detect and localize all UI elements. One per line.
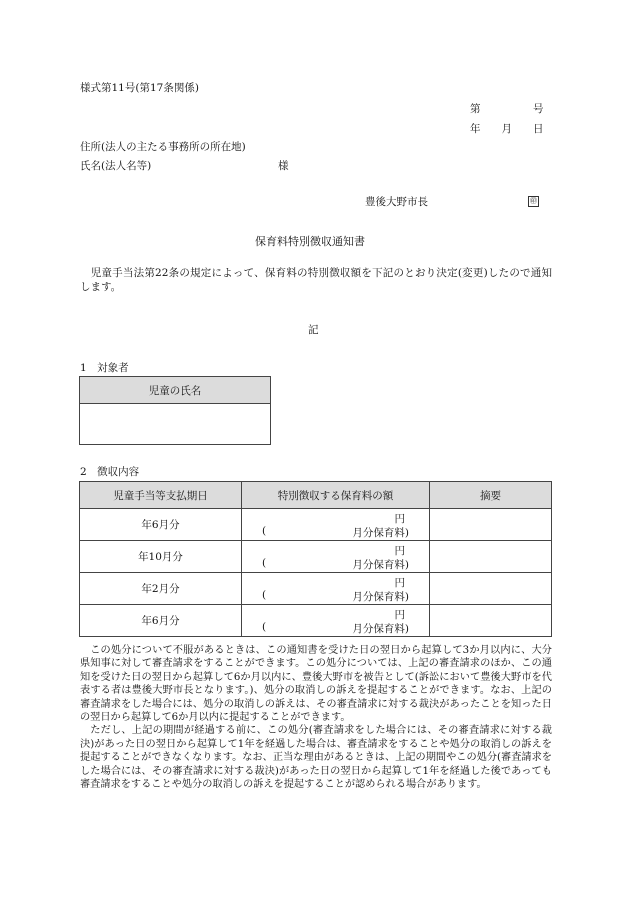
- payment-date-cell: 年2月分: [80, 573, 242, 605]
- amount-cell: [242, 509, 430, 541]
- table-row: [80, 509, 552, 541]
- month-fee-label: 月分保育料): [352, 559, 409, 571]
- table-row: [80, 541, 552, 573]
- document-title: 保育料特別徴収通知書: [255, 235, 365, 248]
- yen-unit: 円: [394, 545, 405, 557]
- open-paren: (: [262, 557, 267, 569]
- document-number: 第 号: [470, 103, 544, 115]
- payment-date-cell: 年6月分: [80, 605, 242, 637]
- section1-heading: 1 対象者: [80, 362, 129, 374]
- table-row: [80, 573, 552, 605]
- issuer-name: 豊後大野市長: [365, 196, 428, 208]
- intro-paragraph: 児童手当法第22条の規定によって、保育料の特別徴収額を下記のとおり決定(変更)したので通知します。: [80, 267, 552, 294]
- amount-cell: [242, 605, 430, 637]
- remarks-cell: [430, 605, 552, 637]
- notice-paragraph: この処分について不服があるときは、この通知書を受けた日の翌日から起算して3か月以内に、大分県知事に対して審査請求をすることができます。この処分については、上記の審査請求のほか、この通知を受けた日の翌日から起算して6か月以内に、豊後大野市を被告として(訴訟において豊後大野市を代表する者は豊後大野市長となります。)、処分の取消しの訴えを提起することができます。なお、上記の審査請求をした場合には、処分の取消しの訴えは、その審査請求に対する裁決があったことを知った日の翌日から起算して6か月以内に提起することができます。: [80, 645, 552, 724]
- subject-table: [79, 376, 271, 445]
- yen-unit: 円: [394, 609, 405, 621]
- seal-mark: ㊞: [530, 197, 537, 205]
- table-row: [80, 605, 552, 637]
- section2-heading: 2 徴収内容: [80, 466, 140, 478]
- amount-cell: [242, 573, 430, 605]
- month-fee-label: 月分保育料): [352, 591, 409, 603]
- name-label: 氏名(法人名等): [80, 160, 152, 172]
- issue-date: 年 月 日: [470, 123, 544, 135]
- ki-label: 記: [308, 324, 319, 336]
- yen-unit: 円: [394, 577, 405, 589]
- collection-table: [79, 481, 552, 637]
- month-fee-label: 月分保育料): [352, 623, 409, 635]
- yen-unit: 円: [394, 513, 405, 525]
- address-label: 住所(法人の主たる事務所の所在地): [80, 141, 246, 153]
- remarks-cell: [430, 541, 552, 573]
- open-paren: (: [262, 621, 267, 633]
- month-fee-label: 月分保育料): [352, 527, 409, 539]
- amount-cell: [242, 541, 430, 573]
- sama-honorific: 様: [278, 160, 289, 172]
- payment-date-cell: 年10月分: [80, 541, 242, 573]
- amount-header: 特別徴収する保育料の額: [242, 482, 430, 509]
- child-name-cell: [80, 404, 271, 445]
- remarks-cell: [430, 573, 552, 605]
- remarks-cell: [430, 509, 552, 541]
- open-paren: (: [262, 525, 267, 537]
- open-paren: (: [262, 589, 267, 601]
- form-number: 様式第11号(第17条関係): [80, 82, 199, 94]
- notice-paragraph: ただし、上記の期間が経過する前に、この処分(審査請求をした場合には、その審査請求に対する裁決)があった日の翌日から起算して1年を経過した場合は、審査請求をすることや処分の取消しの訴えを提起することができなくなります。なお、正当な理由があるときは、上記の期間やこの処分(審査請求をした場合には、その審査請求に対する裁決)があった日の翌日から起算して1年を経過した後であっても審査請求をすることや処分の取消しの訴えを提起することが認められる場合があります。: [80, 725, 552, 791]
- appeal-notice: [80, 644, 552, 791]
- payment-date-header: 児童手当等支払期日: [80, 482, 242, 509]
- child-name-header: 児童の氏名: [80, 377, 271, 404]
- remarks-header: 摘要: [430, 482, 552, 509]
- payment-date-cell: 年6月分: [80, 509, 242, 541]
